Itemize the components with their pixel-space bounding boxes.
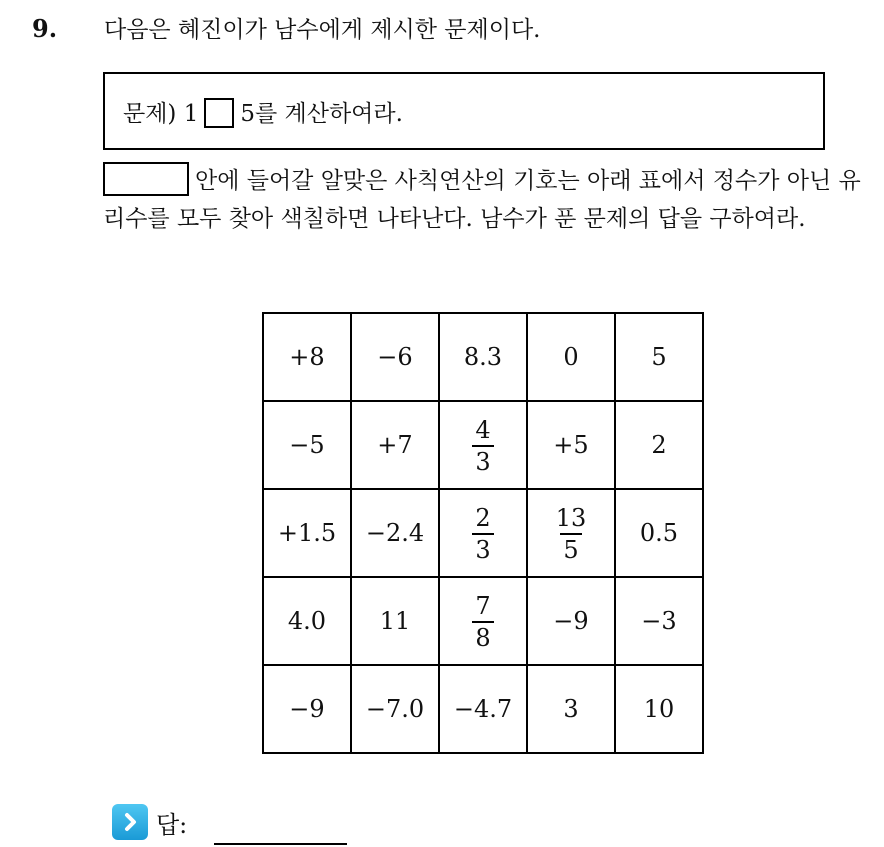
fraction	[472, 594, 493, 650]
operator-blank-box	[204, 98, 234, 128]
table-cell[interactable]	[439, 577, 527, 665]
table-cell[interactable]	[263, 313, 351, 401]
table-row	[263, 313, 703, 401]
cell-value: 11	[379, 607, 411, 635]
fraction-denominator: 8	[472, 621, 493, 650]
table-cell[interactable]	[615, 401, 703, 489]
cell-value: −6	[377, 343, 413, 371]
table-cell[interactable]	[439, 665, 527, 753]
cell-value: 4.0	[287, 607, 327, 635]
table-row	[263, 489, 703, 577]
cell-value: +7	[377, 431, 413, 459]
table-row	[263, 665, 703, 753]
table-row	[263, 401, 703, 489]
cell-value: 8.3	[463, 343, 503, 371]
fraction-numerator: 4	[475, 416, 491, 444]
answer-blank-line	[214, 843, 347, 845]
answer-row	[112, 802, 187, 842]
table-cell[interactable]	[263, 489, 351, 577]
fraction-denominator: 5	[560, 533, 581, 562]
table-cell[interactable]	[351, 489, 439, 577]
cell-value: 0	[563, 343, 579, 371]
table-row	[263, 577, 703, 665]
table-cell[interactable]	[615, 577, 703, 665]
table-cell[interactable]	[615, 313, 703, 401]
fraction-numerator: 7	[475, 592, 491, 620]
problem-statement	[123, 98, 403, 129]
table-cell[interactable]	[351, 577, 439, 665]
fraction	[553, 506, 590, 562]
table-cell[interactable]	[615, 665, 703, 753]
table-cell[interactable]	[263, 577, 351, 665]
cell-value: 2	[651, 431, 667, 459]
cell-value: −5	[289, 431, 325, 459]
cell-value: −3	[641, 607, 677, 635]
problem-box	[103, 72, 825, 150]
fraction-numerator: 13	[555, 504, 587, 532]
number-grid	[262, 312, 704, 754]
cell-value: 0.5	[639, 519, 679, 547]
cell-value: −9	[553, 607, 589, 635]
table-cell[interactable]	[527, 401, 615, 489]
cell-value: −4.7	[453, 695, 513, 723]
fraction-numerator: 2	[475, 504, 491, 532]
question-number: 9.	[32, 14, 58, 43]
fraction-denominator: 3	[472, 533, 493, 562]
problem-prefix: 문제) 1	[123, 101, 199, 127]
table-cell[interactable]	[439, 489, 527, 577]
fraction	[472, 418, 493, 474]
blank-box-reference	[103, 162, 189, 196]
fraction	[472, 506, 493, 562]
table-cell[interactable]	[351, 313, 439, 401]
table-cell[interactable]	[439, 401, 527, 489]
cell-value: +5	[553, 431, 589, 459]
description-text: 안에 들어갈 알맞은 사칙연산의 기호는 아래 표에서 정수가 아닌 유리수를 모두 찾아 색칠하면 나타난다. 남수가 푼 문제의 답을 구하여라.	[103, 168, 861, 232]
problem-suffix: 5를 계산하여라.	[240, 101, 403, 127]
cell-value: +1.5	[277, 519, 337, 547]
table-cell[interactable]	[527, 489, 615, 577]
fraction-denominator: 3	[472, 445, 493, 474]
cell-value: 5	[651, 343, 667, 371]
table-cell[interactable]	[615, 489, 703, 577]
cell-value: +8	[289, 343, 325, 371]
problem-description	[103, 162, 873, 238]
cell-value: 3	[563, 695, 579, 723]
table-cell[interactable]	[351, 401, 439, 489]
table-cell[interactable]	[527, 577, 615, 665]
question-text: 다음은 혜진이가 남수에게 제시한 문제이다.	[104, 17, 541, 43]
table-cell[interactable]	[263, 401, 351, 489]
table-cell[interactable]	[527, 665, 615, 753]
cell-value: −7.0	[365, 695, 425, 723]
chevron-right-icon	[112, 804, 148, 840]
cell-value: 10	[643, 695, 675, 723]
answer-label: 답:	[156, 810, 188, 839]
table-cell[interactable]	[527, 313, 615, 401]
cell-value: −9	[289, 695, 325, 723]
table-cell[interactable]	[351, 665, 439, 753]
cell-value: −2.4	[365, 519, 425, 547]
table-cell[interactable]	[439, 313, 527, 401]
table-cell[interactable]	[263, 665, 351, 753]
